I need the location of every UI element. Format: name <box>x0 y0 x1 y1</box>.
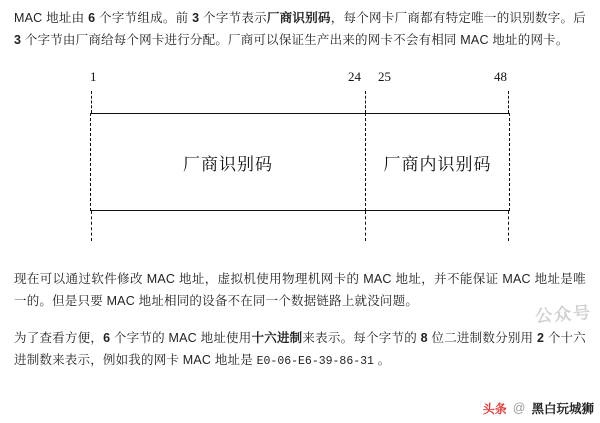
bit-label-start: 1 <box>90 69 97 84</box>
diagram-boxes <box>90 113 510 211</box>
paragraph-mac-uniqueness: 现在可以通过软件修改 MAC 地址，虚拟机使用物理机网卡的 MAC 地址，并不能保证 MAC 地址是唯一的。但是只要 MAC 地址相同的设备不在同一个数据链路上就没问题。 <box>14 272 586 308</box>
p1-seg3: 个字节表示 <box>199 11 267 25</box>
p3-seg5: 个十六进制数来表示，例如我的网卡 MAC 地址是 <box>14 331 586 367</box>
watermark-author-name: 黑白玩城狮 <box>531 402 594 416</box>
p1-seg4: ，每个网卡厂商都有特定唯一的识别数字。后 <box>330 11 586 25</box>
mac-address-bit-diagram <box>90 69 510 247</box>
p3-seg1: 为了查看方便， <box>14 331 104 345</box>
block-vendor-id-label: 厂商识别码 <box>183 154 273 174</box>
paragraph-hex-representation <box>14 328 586 371</box>
guide-line-top-left <box>91 91 92 113</box>
watermark-top-right: 公众号 <box>534 303 593 326</box>
p3-seg6: 。 <box>373 352 391 367</box>
watermark-author-credit <box>483 399 594 417</box>
paragraph-mac-composition <box>14 8 586 51</box>
mac-address-value: E0-06-E6-39-86-31 <box>256 354 374 368</box>
guide-line-bottom-left <box>91 211 92 241</box>
bit-label-mid-start: 25 <box>378 69 391 84</box>
p3-seg2: 个字节的 MAC 地址使用 <box>110 331 252 345</box>
p1-seg2: 个字节组成。前 <box>95 11 193 25</box>
block-vendor-id <box>90 113 366 211</box>
p3-bold2: 十六进制 <box>251 331 303 345</box>
watermark-separator: @ <box>512 401 526 415</box>
toutiao-logo-icon: 头条 <box>482 401 507 416</box>
p3-seg3: 来表示。每个字节的 <box>302 331 421 345</box>
block-vendor-internal-id <box>366 113 510 211</box>
p1-seg1: MAC 地址由 <box>14 11 89 25</box>
block-vendor-internal-id-label: 厂商内识别码 <box>383 154 492 174</box>
p1-seg5: 个字节由厂商给每个网卡进行分配。厂商可以保证生产出来的网卡不会有相同 MAC 地址的网卡。 <box>21 32 569 47</box>
bit-label-mid-end: 24 <box>348 69 361 84</box>
guide-line-bottom-mid <box>365 211 366 241</box>
diagram-bit-labels <box>90 69 510 91</box>
guide-line-top-mid <box>365 91 366 113</box>
p3-bold1: 6 <box>103 331 111 345</box>
p1-bold1: 6 <box>88 11 96 25</box>
p3-seg4: 位二进制数分别用 <box>427 331 537 345</box>
p1-bold4: 3 <box>14 32 22 47</box>
guide-line-top-right <box>508 91 509 113</box>
bit-label-end: 48 <box>494 69 507 84</box>
p1-bold3: 厂商识别码 <box>266 11 331 25</box>
guide-line-bottom-right <box>508 211 509 241</box>
p1-bold2: 3 <box>192 11 200 25</box>
p3-bold4: 2 <box>536 331 545 345</box>
p3-bold3: 8 <box>420 331 428 345</box>
